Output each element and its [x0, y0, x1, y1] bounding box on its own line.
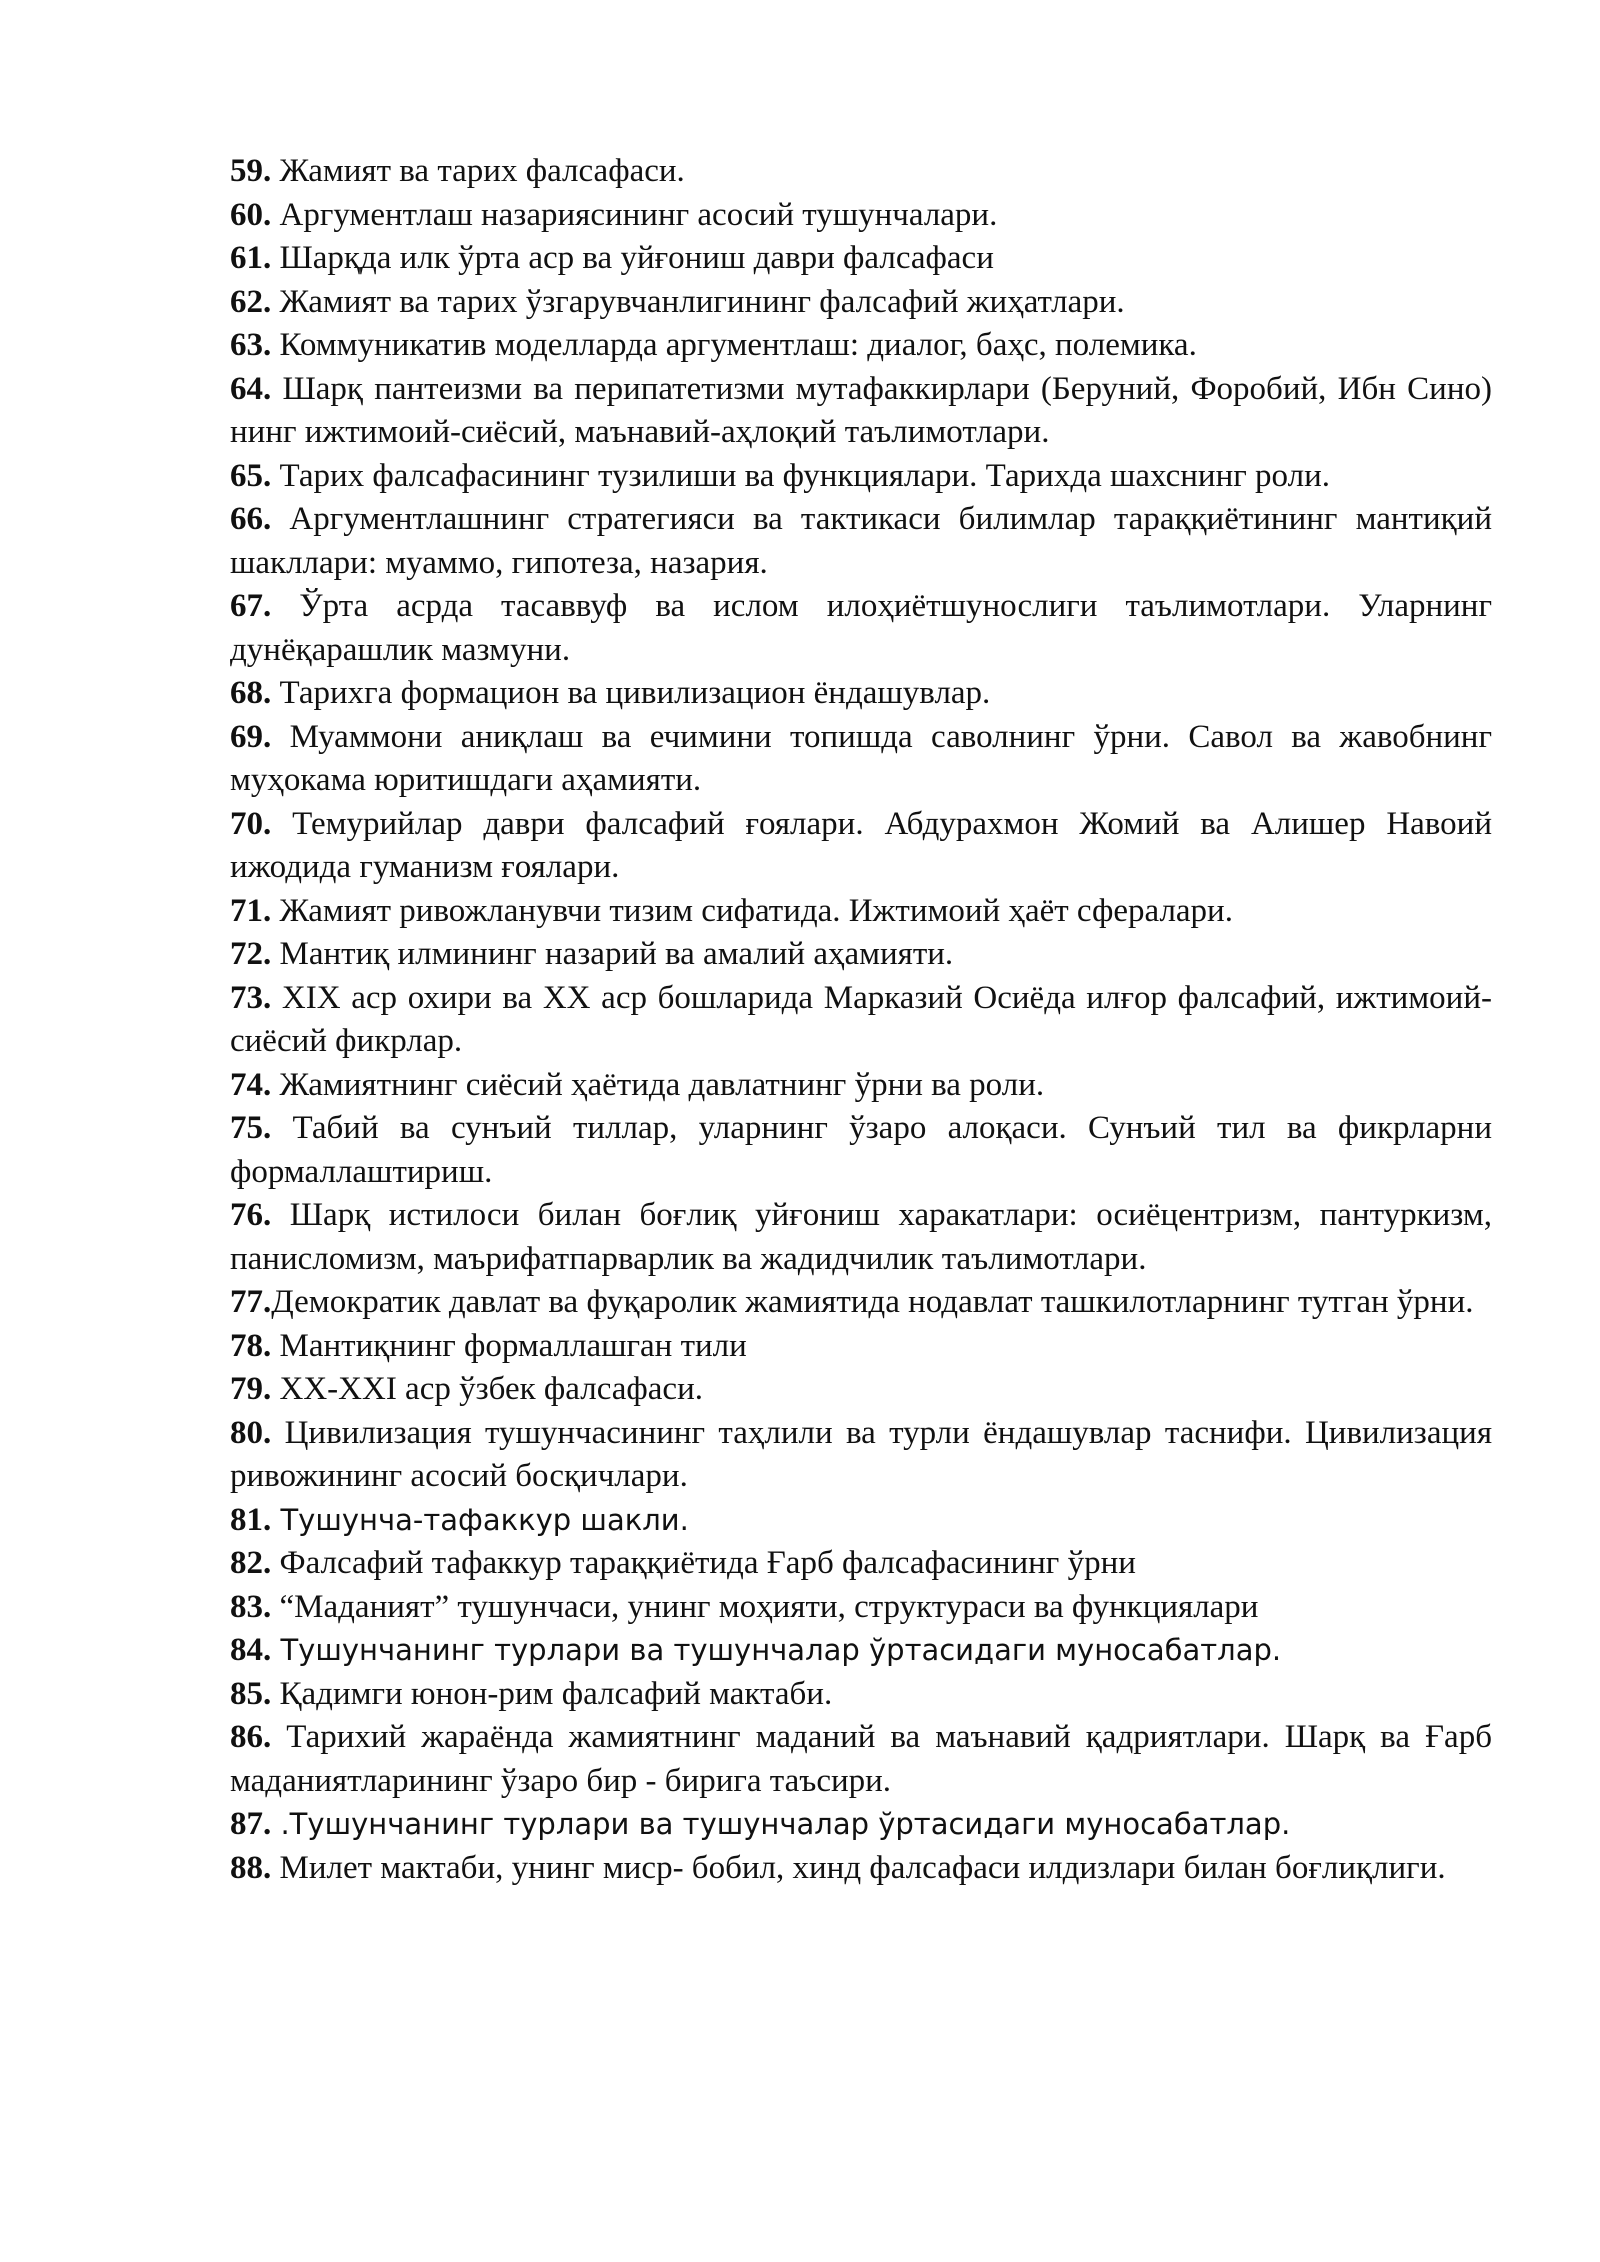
item-number: 67. [230, 588, 272, 624]
list-item [230, 1847, 1492, 1891]
list-item [230, 237, 1492, 281]
list-item [230, 1542, 1492, 1586]
list-item [230, 281, 1492, 325]
item-number: 84. [230, 1632, 272, 1668]
item-text: Тушунча-тафаккур шакли. [271, 1502, 689, 1537]
item-number: 76. [230, 1197, 272, 1233]
item-text: Қадимги юнон-рим фалсафий мактаби. [271, 1675, 833, 1712]
list-item [230, 672, 1492, 716]
item-text: Шарқ пантеизми ва перипатетизми мутафаккирлари (Беруний, Форобий, Ибн Сино) нинг ижтимоий-сиёсий, маънавий-аҳлоқий таълимотлари. [230, 370, 1492, 450]
document-page [230, 150, 1492, 1890]
item-number: 69. [230, 718, 272, 755]
list-item [230, 1629, 1492, 1673]
list-item [230, 455, 1492, 499]
item-text: Фалсафий тафаккур тараққиётида Ғарб фалсафасининг ўрни [271, 1545, 1136, 1581]
item-text: Аргументлаш назариясининг асосий тушунчалари. [271, 196, 998, 233]
item-number: 66. [230, 501, 272, 537]
item-number: 60. [230, 196, 272, 233]
item-number: 73. [230, 979, 272, 1016]
list-item [230, 977, 1492, 1064]
list-item [230, 1325, 1492, 1369]
item-text: Милет мактаби, унинг миср- бобил, хинд фалсафаси илдизлари билан боғлиқлиги. [271, 1849, 1446, 1886]
list-item [230, 498, 1492, 585]
item-number: 87. [230, 1806, 272, 1842]
item-text: Аргументлашнинг стратегияси ва тактикаси билимлар тараққиётининг мантиқий шакллари: муаммо, гипотеза, назария. [230, 501, 1492, 581]
item-text: Демократик давлат ва фуқаролик жамиятида нодавлат ташкилотларнинг тутган ўрни. [271, 1284, 1474, 1320]
item-number: 78. [230, 1327, 272, 1364]
item-number: 62. [230, 283, 272, 320]
list-item [230, 1107, 1492, 1194]
item-text: Тарихга формацион ва цивилизацион ёндашувлар. [271, 675, 991, 711]
item-number: 70. [230, 805, 272, 842]
list-item [230, 1412, 1492, 1499]
list-item [230, 1716, 1492, 1803]
item-text: Тарихий жараёнда жамиятнинг маданий ва маънавий қадриятлари. Шарқ ва Ғарб маданиятларининг ўзаро бир - бирига таъсири. [230, 1719, 1492, 1799]
list-item [230, 1499, 1492, 1543]
item-number: 79. [230, 1371, 272, 1407]
item-number: 83. [230, 1588, 272, 1625]
item-number: 65. [230, 457, 272, 494]
item-text: Шарқда илк ўрта аср ва уйғониш даври фалсафаси [271, 240, 994, 276]
item-text: Жамиятнинг сиёсий ҳаётида давлатнинг ўрни ва роли. [271, 1066, 1045, 1103]
list-item [230, 1368, 1492, 1412]
list-item [230, 194, 1492, 238]
item-text: Жамият ва тарих фалсафаси. [271, 153, 685, 189]
list-item [230, 1586, 1492, 1630]
list-item [230, 1194, 1492, 1281]
item-number: 71. [230, 892, 272, 929]
item-text: “Маданият” тушунчаси, унинг моҳияти, структураси ва функциялари [271, 1588, 1259, 1625]
list-item [230, 1673, 1492, 1717]
list-item [230, 1803, 1492, 1847]
item-text: Коммуникатив моделларда аргументлаш: диалог, баҳс, полемика. [271, 327, 1197, 363]
question-list [230, 150, 1492, 1890]
item-number: 82. [230, 1545, 272, 1581]
item-text: Муаммони аниқлаш ва ечимини топишда саволнинг ўрни. Савол ва жавобнинг муҳокама юритишдаги аҳамияти. [230, 718, 1492, 798]
item-text: Тарих фалсафасининг тузилиши ва функциялари. Тарихда шахснинг роли. [271, 457, 1330, 494]
item-number: 72. [230, 936, 272, 972]
item-text: Шарқ истилоси билан боғлиқ уйғониш харакатлари: осиёцентризм, пантуркизм, панисломизм, маърифатпарварлик ва жадидчилик таълимотлари. [230, 1197, 1492, 1277]
item-number: 77. [230, 1284, 272, 1320]
item-text: Мантиқнинг формаллашган тили [271, 1327, 747, 1364]
item-text: Табий ва сунъий тиллар, уларнинг ўзаро алоқаси. Сунъий тил ва фикрларни формаллаштириш. [230, 1110, 1492, 1190]
list-item [230, 324, 1492, 368]
item-text: Цивилизация тушунчасининг таҳлили ва турли ёндашувлар таснифи. Цивилизация ривожининг асосий босқичлари. [230, 1414, 1492, 1494]
list-item [230, 1281, 1492, 1325]
item-number: 68. [230, 675, 272, 711]
list-item [230, 150, 1492, 194]
item-text: Жамият ривожланувчи тизим сифатида. Ижтимоий ҳаёт сфералари. [271, 892, 1233, 929]
list-item [230, 716, 1492, 803]
item-number: 88. [230, 1849, 272, 1886]
item-number: 85. [230, 1675, 272, 1712]
list-item [230, 803, 1492, 890]
list-item [230, 890, 1492, 934]
list-item [230, 933, 1492, 977]
item-number: 64. [230, 370, 272, 407]
item-text: Жамият ва тарих ўзгарувчанлигининг фалсафий жиҳатлари. [271, 283, 1125, 320]
item-number: 80. [230, 1414, 272, 1451]
item-number: 75. [230, 1110, 272, 1146]
item-number: 81. [230, 1501, 272, 1538]
item-text: XIX аср охири ва XX аср бошларида Марказий Осиёда илғор фалсафий, ижтимоий-сиёсий фикрлар. [230, 979, 1492, 1059]
item-number: 86. [230, 1719, 272, 1755]
list-item [230, 1064, 1492, 1108]
item-text: Тушунчанинг турлари ва тушунчалар ўртасидаги муносабатлар. [271, 1633, 1282, 1667]
item-text: Ўрта асрда тасаввуф ва ислом илоҳиётшунослиги таълимотлари. Уларнинг дунёқарашлик мазмуни. [230, 588, 1492, 668]
item-text: Мантиқ илмининг назарий ва амалий аҳамияти. [271, 936, 954, 972]
item-number: 61. [230, 240, 272, 276]
item-number: 63. [230, 327, 272, 363]
list-item [230, 585, 1492, 672]
item-text: XX-XXI аср ўзбек фалсафаси. [271, 1371, 703, 1407]
item-number: 59. [230, 153, 272, 189]
item-text: Темурийлар даври фалсафий ғоялари. Абдурахмон Жомий ва Алишер Навоий ижодида гуманизм ғоялари. [230, 805, 1492, 885]
item-number: 74. [230, 1066, 272, 1103]
list-item [230, 368, 1492, 455]
item-text: .Тушунчанинг турлари ва тушунчалар ўртасидаги муносабатлар. [271, 1807, 1291, 1841]
